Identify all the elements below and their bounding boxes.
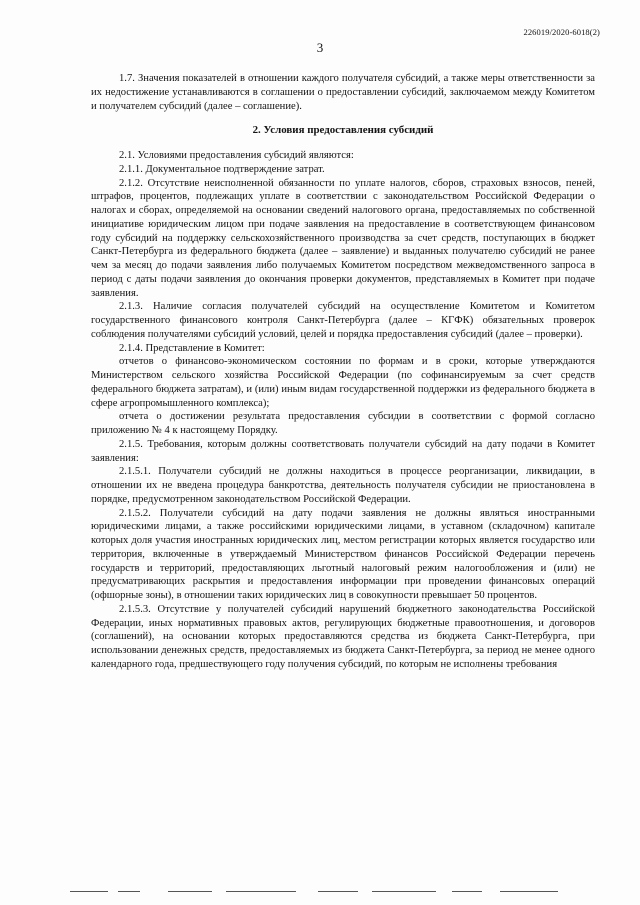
scan-mark [70, 891, 108, 892]
paragraph-2-1-1: 2.1.1. Документальное подтверждение затрат. [119, 163, 325, 175]
scan-bottom-edge-marks [0, 888, 640, 898]
page-number: 3 [316, 40, 324, 55]
paragraph-2-1-4: 2.1.4. Представление в Комитет: [119, 342, 265, 354]
scan-mark [500, 891, 558, 892]
scan-mark [372, 891, 436, 892]
document-registration-number: 226019/2020-6018(2) [523, 27, 600, 37]
paragraph-2-1-4-reports: отчетов о финансово-экономическом состоянии по формам и в сроки, которые утверждаются Министерством сельского хозяйства Российской Федерации (по софинансируемым за счет средств федерального бюджета затратам), и (или) иным видам государственной поддержки из федерального бюджета в сфере агропромышленного комплекса); [91, 356, 595, 409]
document-body [91, 72, 595, 672]
scan-mark [168, 891, 212, 892]
scan-mark [318, 891, 358, 892]
paragraph-2-1-4-result-report: отчета о достижении результата предоставления субсидии в соответствии с формой согласно приложению № 4 к настоящему Порядку. [91, 411, 595, 436]
paragraph-2-1-5-3: 2.1.5.3. Отсутствие у получателей субсидий нарушений бюджетного законодательства Российской Федерации, иных нормативных правовых актов, регулирующих бюджетные правоотношения, и договоров (соглашений), на основании которых предоставляются средства из бюджета Санкт-Петербурга, при использовании денежных средств, предоставляемых из бюджета Санкт-Петербурга, за период не менее одного календарного года, предшествующего году получения субсидий, по которым не исполнены требования [91, 603, 595, 670]
paragraph-2-1-3: 2.1.3. Наличие согласия получателей субсидий на осуществление Комитетом и Комитетом государственного финансового контроля Санкт-Петербурга (далее – КГФК) обязательных проверок соблюдения получателями субсидий условий, целей и порядка предоставления субсидий (далее – проверки). [91, 301, 595, 340]
paragraph-2-1-5: 2.1.5. Требования, которым должны соответствовать получатели субсидий на дату подачи в Комитет заявления: [91, 438, 595, 464]
paragraph-2-1-2: 2.1.2. Отсутствие неисполненной обязанности по уплате налогов, сборов, страховых взносов, пеней, штрафов, процентов, подлежащих уплате в соответствии с законодательством Российской Федерации о налогах и сборах, определяемой на основании сведений налогового органа, предоставляемых по собственной инициативе юридическим лицом при подаче заявления на предоставление в соответствующем финансовом году субсидий на поддержку сельскохозяйственного производства за счет средств, поступающих в бюджет Санкт-Петербурга из федерального бюджета (далее – заявление) и выданных получателю субсидий не ранее чем за месяц до подачи заявления либо получаемых Комитетом посредством межведомственного запроса в период с даты подачи заявления до окончания проверки документов, представляемых в Комитет при подаче заявления. [91, 177, 595, 299]
section-2-heading: 2. Условия предоставления субсидий [252, 124, 434, 137]
paragraph-2-1: 2.1. Условиями предоставления субсидий являются: [119, 150, 354, 161]
scan-mark [118, 891, 140, 892]
paragraph-2-1-5-2: 2.1.5.2. Получатели субсидий на дату подачи заявления не должны являться иностранными юридическими лицами, а также российскими юридическими лицами, в уставном (складочном) капитале которых доля участия иностранных юридических лиц, местом регистрации которых является государство или территория, включенные в утверждаемый Министерством финансов Российской Федерации перечень государств и территорий, предоставляющих льготный налоговый режим налогообложения и (или) не предусматривающих раскрытия и предоставления информации при проведении финансовых операций (офшорные зоны), в отношении таких юридических лиц в совокупности превышает 50 процентов. [91, 507, 595, 601]
scan-mark [226, 891, 296, 892]
paragraph-2-1-5-1: 2.1.5.1. Получатели субсидий не должны находиться в процессе реорганизации, ликвидации, в отношении их не введена процедура банкротства, деятельность получателя субсидии не приостановлена в порядке, предусмотренном законодательством Российской Федерации. [91, 466, 595, 505]
scan-mark [452, 891, 482, 892]
paragraph-1-7: 1.7. Значения показателей в отношении каждого получателя субсидий, а также меры ответственности за их недостижение устанавливаются в соглашении о предоставлении субсидий, заключаемом между Комитетом и получателем субсидий (далее – соглашение). [91, 73, 595, 112]
